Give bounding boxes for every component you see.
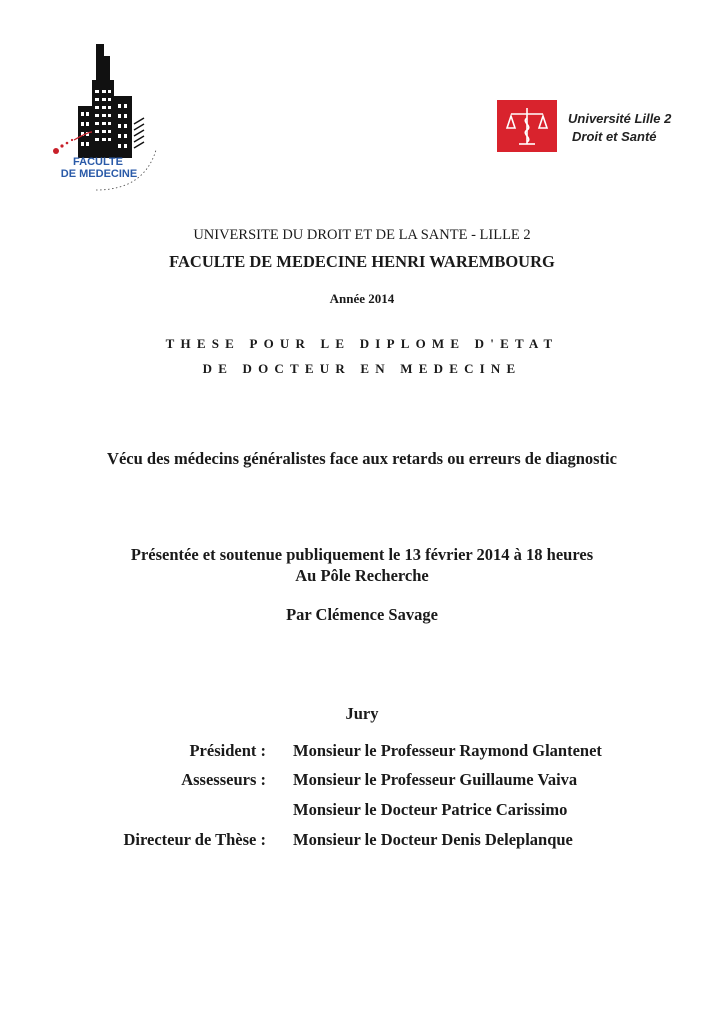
jury-role: Directeur de Thèse :	[123, 830, 266, 849]
jury-name: Monsieur le Professeur Raymond Glantenet	[293, 741, 602, 760]
universite-logo-line1: Université Lille 2	[568, 111, 672, 126]
thesis-type-line2: DE DOCTEUR EN MEDECINE	[202, 361, 522, 376]
jury-member-row	[0, 800, 724, 822]
universite-lille2-logo	[497, 100, 557, 152]
thesis-author: Par Clémence Savage	[286, 605, 438, 624]
jury-member-row	[0, 830, 724, 852]
faculte-logo-line1: FACULTE	[73, 156, 123, 168]
jury-heading: Jury	[345, 704, 379, 723]
presentation-date: Présentée et soutenue publiquement le 13 février 2014 à 18 heures	[130, 545, 594, 564]
jury-role: Président :	[189, 741, 266, 760]
universite-logo-line2: Droit et Santé	[572, 129, 657, 144]
jury-role: Assesseurs :	[181, 770, 266, 789]
jury-name: Monsieur le Docteur Denis Deleplanque	[293, 830, 573, 849]
scales-caduceus-icon	[497, 100, 557, 152]
jury-member-row	[0, 770, 724, 792]
thesis-title: Vécu des médecins généralistes face aux retards ou erreurs de diagnostic	[107, 449, 617, 468]
academic-year: Année 2014	[329, 291, 395, 306]
thesis-type-line1: THESE POUR LE DIPLOME D'ETAT	[165, 336, 559, 351]
jury-name: Monsieur le Professeur Guillaume Vaiva	[293, 770, 578, 789]
presentation-location: Au Pôle Recherche	[295, 566, 429, 585]
faculty-name: FACULTE DE MEDECINE HENRI WAREMBOURG	[169, 252, 555, 271]
jury-name: Monsieur le Docteur Patrice Carissimo	[293, 800, 568, 819]
faculte-logo-line2: DE MEDECINE	[60, 168, 138, 180]
jury-member-row	[0, 741, 724, 763]
university-name: UNIVERSITE DU DROIT ET DE LA SANTE - LILLE 2	[193, 227, 531, 243]
